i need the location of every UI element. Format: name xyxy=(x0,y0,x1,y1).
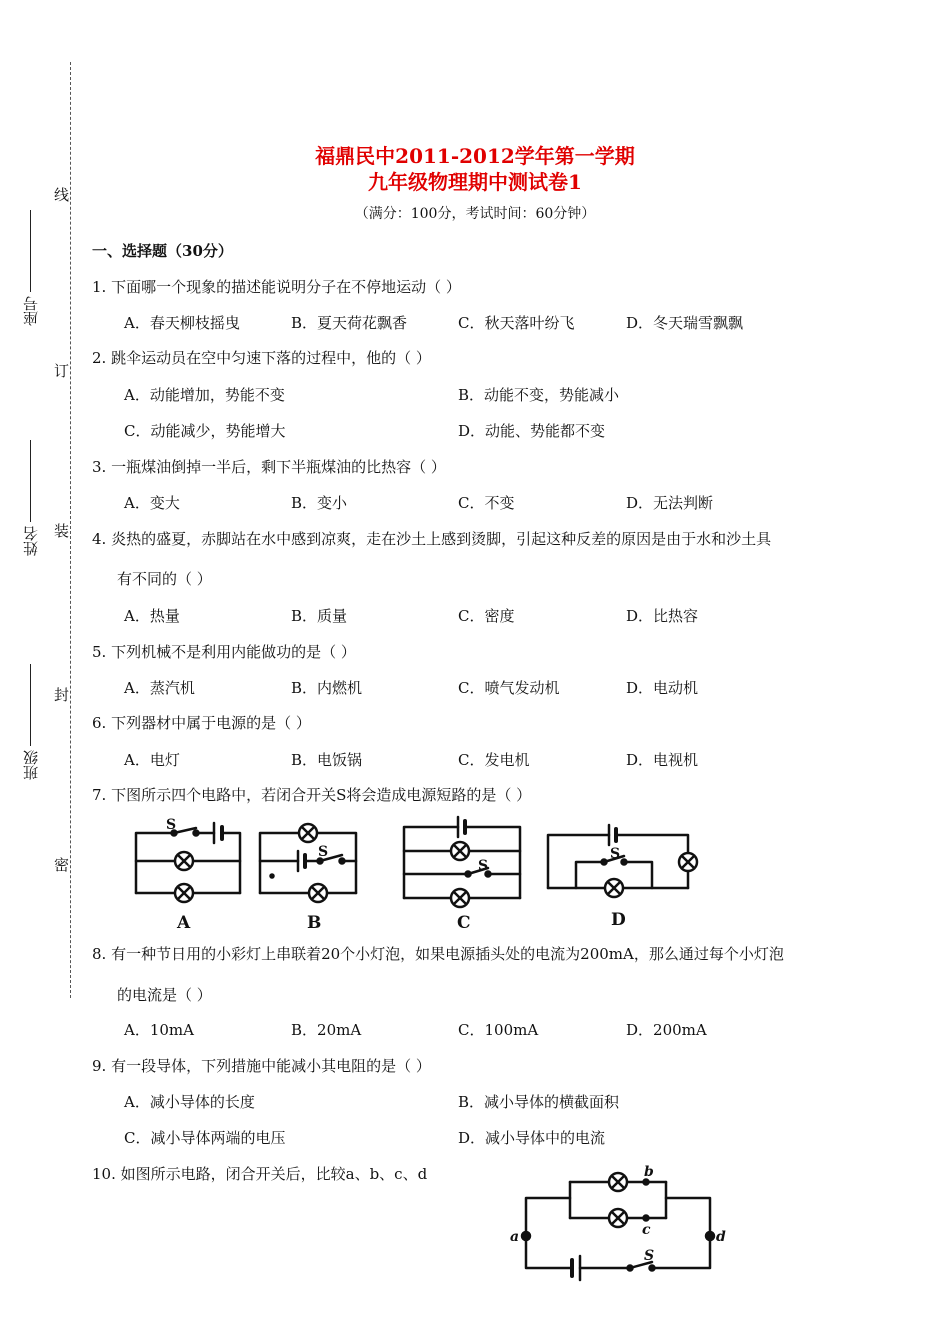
circuit-c-switch-label: S xyxy=(478,858,489,874)
q5-option-c[interactable]: C．喷气发动机 xyxy=(458,679,560,697)
class-label: 班级 xyxy=(22,750,40,780)
question-7-stem: 7. 下图所示四个电路中，若闭合开关S将会造成电源短路的是（ ） xyxy=(92,786,532,804)
circuit-a-switch-label: S xyxy=(166,817,177,833)
binding-char-feng: 封 xyxy=(54,686,70,704)
exam-subtitle: （满分：100分，考试时间：60分钟） xyxy=(354,206,596,222)
q1-option-a[interactable]: A．春天柳枝摇曳 xyxy=(124,314,240,332)
question-1-stem: 1. 下面哪一个现象的描述能说明分子在不停地运动（ ） xyxy=(92,278,461,296)
q6-option-c[interactable]: C．发电机 xyxy=(458,751,530,769)
binding-char-ding: 订 xyxy=(54,362,70,380)
q2-option-b[interactable]: B．动能不变，势能减小 xyxy=(458,386,620,404)
circuit-c xyxy=(404,817,520,933)
q2-option-c[interactable]: C．动能减少，势能增大 xyxy=(124,422,286,440)
q1-option-b[interactable]: B．夏天荷花飘香 xyxy=(291,314,408,332)
q10-point-d: d xyxy=(716,1229,726,1245)
q5-option-b[interactable]: B．内燃机 xyxy=(291,679,363,697)
q8-option-b[interactable]: B．20mA xyxy=(291,1021,362,1039)
circuit-a-label: A xyxy=(177,913,191,933)
q4-option-a[interactable]: A．热量 xyxy=(124,607,180,625)
seat-label: 座号 xyxy=(22,296,40,326)
q10-point-a: a xyxy=(510,1229,520,1245)
q6-option-d[interactable]: D．电视机 xyxy=(626,751,699,769)
q6-option-a[interactable]: A．电灯 xyxy=(124,751,180,769)
binding-char-mi: 密 xyxy=(54,856,70,874)
circuit-b-switch-label: S xyxy=(318,844,329,860)
question-2-stem: 2. 跳伞运动员在空中匀速下落的过程中，他的（ ） xyxy=(92,349,431,367)
q1-option-c[interactable]: C．秋天落叶纷飞 xyxy=(458,314,575,332)
q8-option-a[interactable]: A．10mA xyxy=(124,1021,194,1039)
question-6-stem: 6. 下列器材中属于电源的是（ ） xyxy=(92,714,311,732)
q3-option-a[interactable]: A．变大 xyxy=(124,494,180,512)
question-5-stem: 5. 下列机械不是利用内能做功的是（ ） xyxy=(92,643,356,661)
circuit-c-label: C xyxy=(457,913,471,933)
q3-option-d[interactable]: D．无法判断 xyxy=(626,494,714,512)
q9-option-b[interactable]: B．减小导体的横截面积 xyxy=(458,1093,620,1111)
q10-point-b: b xyxy=(644,1164,654,1180)
name-label: 姓名 xyxy=(22,526,40,556)
circuit-d-switch-label: S xyxy=(610,846,621,862)
circuit-d xyxy=(548,825,697,930)
q6-option-b[interactable]: B．电饭锅 xyxy=(291,751,363,769)
q2-option-d[interactable]: D．动能、势能都不变 xyxy=(458,422,606,440)
exam-title-line2: 九年级物理期中测试卷1 xyxy=(368,170,582,194)
question-10-stem: 10. 如图所示电路，闭合开关后，比较a、b、c、d xyxy=(92,1165,428,1183)
q5-option-d[interactable]: D．电动机 xyxy=(626,679,699,697)
exam-title-line1: 福鼎民中2011-2012学年第一学期 xyxy=(315,144,635,168)
question-3-stem: 3. 一瓶煤油倒掉一半后，剩下半瓶煤油的比热容（ ） xyxy=(92,458,446,476)
q4-option-d[interactable]: D．比热容 xyxy=(626,607,699,625)
question-4-stem-cont: 有不同的（ ） xyxy=(117,570,212,588)
q4-option-c[interactable]: C．密度 xyxy=(458,607,515,625)
q2-option-a[interactable]: A．动能增加，势能不变 xyxy=(124,386,285,404)
circuit-a xyxy=(136,817,240,933)
binding-char-zhuang: 装 xyxy=(54,522,70,540)
q9-option-c[interactable]: C．减小导体两端的电压 xyxy=(124,1129,286,1147)
q10-switch-label: S xyxy=(644,1248,655,1264)
question-8-stem-cont: 的电流是（ ） xyxy=(117,986,212,1004)
q4-option-b[interactable]: B．质量 xyxy=(291,607,348,625)
q9-option-d[interactable]: D．减小导体中的电流 xyxy=(458,1129,606,1147)
circuit-q10 xyxy=(510,1164,726,1280)
q1-option-d[interactable]: D．冬天瑞雪飘飘 xyxy=(626,314,744,332)
circuit-b xyxy=(260,824,356,933)
circuit-d-label: D xyxy=(611,910,626,930)
question-8-stem: 8. 有一种节日用的小彩灯上串联着20个小灯泡，如果电源插头处的电流为200mA，那么通过每个小灯泡 xyxy=(92,945,784,963)
question-4-stem: 4. 炎热的盛夏，赤脚站在水中感到凉爽，走在沙土上感到烫脚，引起这种反差的原因是由于水和沙土具 xyxy=(92,530,772,548)
q10-point-c: c xyxy=(642,1222,651,1238)
q5-option-a[interactable]: A．蒸汽机 xyxy=(124,679,195,697)
q8-option-c[interactable]: C．100mA xyxy=(458,1021,539,1039)
q3-option-c[interactable]: C．不变 xyxy=(458,494,515,512)
q3-option-b[interactable]: B．变小 xyxy=(291,494,348,512)
binding-char-line: 线 xyxy=(54,186,70,204)
circuit-b-label: B xyxy=(307,913,322,933)
section-heading: 一、选择题（30分） xyxy=(92,242,233,260)
question-9-stem: 9. 有一段导体，下列措施中能减小其电阻的是（ ） xyxy=(92,1057,431,1075)
q8-option-d[interactable]: D．200mA xyxy=(626,1021,707,1039)
q9-option-a[interactable]: A．减小导体的长度 xyxy=(124,1093,255,1111)
